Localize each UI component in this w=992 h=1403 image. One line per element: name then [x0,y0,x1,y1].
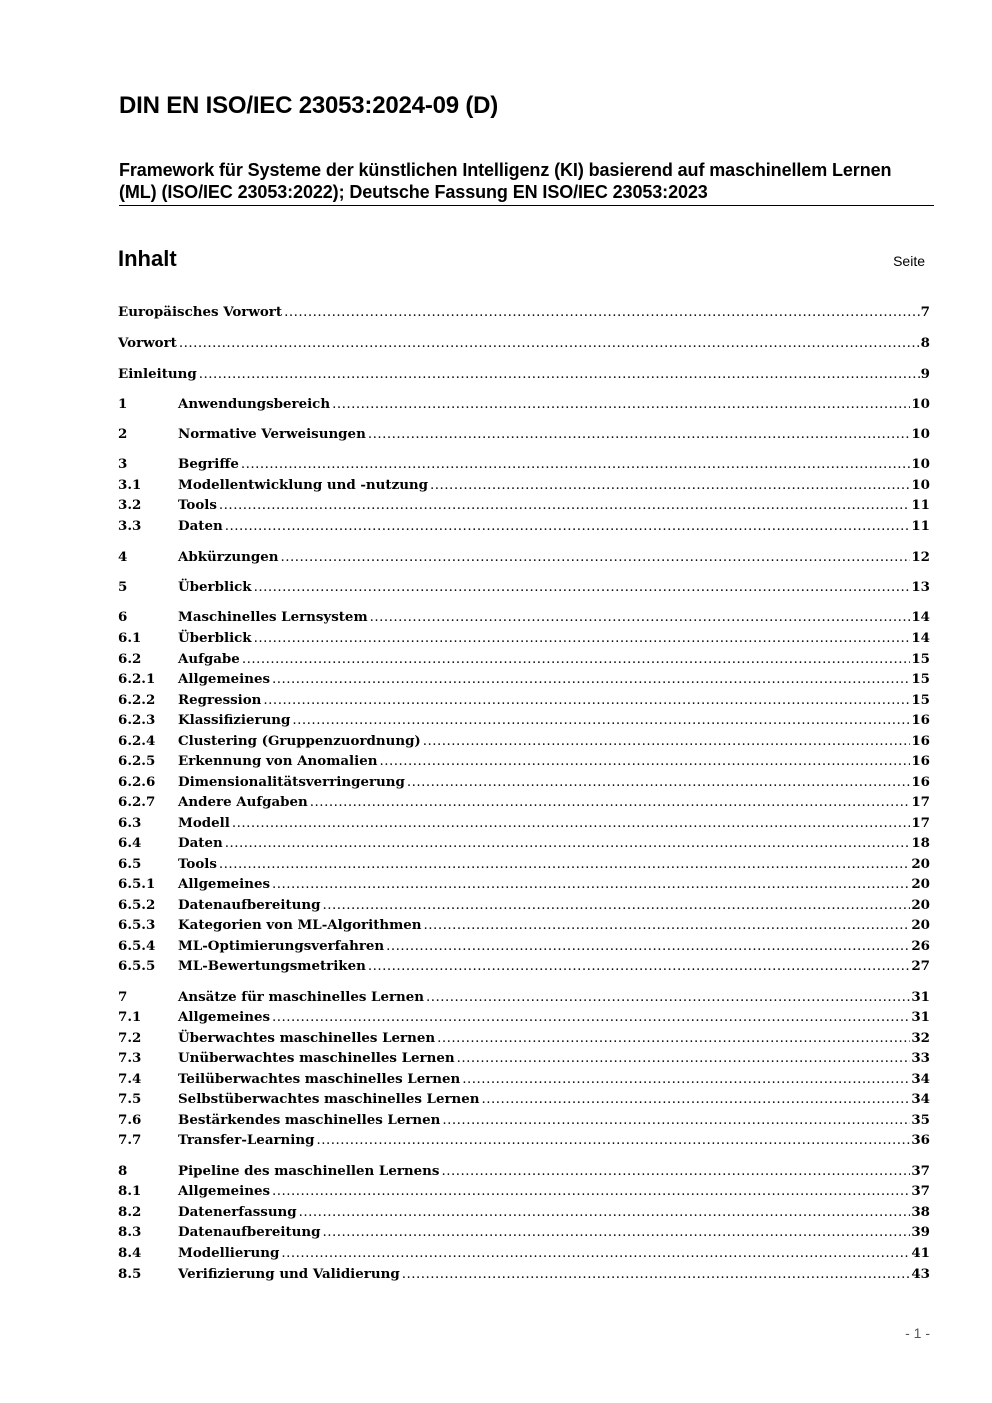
toc-entry-page: 17 [911,815,930,831]
toc-entry[interactable] [118,956,930,976]
toc-dot-leader [379,752,910,772]
toc-entry-number: 8 [118,1163,128,1179]
toc-entry[interactable] [118,333,930,353]
toc-entry[interactable] [118,1069,930,1089]
toc-entry-title: Andere Aufgaben [178,794,308,810]
toc-entry-page: 31 [911,1009,930,1025]
toc-entry-page: 9 [920,366,930,382]
toc-entry-page: 17 [911,794,930,810]
toc-entry-number: 6.5.2 [118,897,156,913]
toc-entry-page: 37 [911,1183,930,1199]
toc-entry-page: 20 [911,917,930,933]
toc-entry-number: 6.2.5 [118,753,156,769]
toc-dot-leader [219,855,910,875]
toc-entry-number: 7.5 [118,1091,142,1107]
toc-entry[interactable] [118,547,930,567]
toc-dot-leader [310,793,911,813]
toc-entry-title: Tools [178,497,217,513]
toc-dot-leader [368,425,911,445]
toc-entry[interactable] [118,772,930,792]
toc-entry[interactable] [118,1264,930,1284]
toc-entry-page: 16 [911,712,930,728]
toc-entry-number: 7.3 [118,1050,142,1066]
toc-dot-leader [254,578,911,598]
toc-dot-leader [430,476,910,496]
toc-entry-page: 32 [911,1030,930,1046]
toc-entry[interactable] [118,987,930,1007]
toc-entry[interactable] [118,1222,930,1242]
toc-entry[interactable] [118,1202,930,1222]
toc-entry-number: 6.4 [118,835,142,851]
toc-dot-leader [368,957,911,977]
toc-entry-number: 6.1 [118,630,142,646]
toc-dot-leader [424,916,911,936]
toc-entry-number: 3 [118,456,128,472]
toc-entry-number: 6.5 [118,856,142,872]
toc-entry-number: 3.1 [118,477,142,493]
toc-entry-page: 41 [911,1245,930,1261]
toc-dot-leader [219,496,910,516]
toc-entry-number: 6.2.7 [118,794,156,810]
toc-entry[interactable] [118,364,930,384]
toc-entry-page: 43 [911,1266,930,1282]
toc-dot-leader [442,1111,910,1131]
toc-entry-number: 7.7 [118,1132,142,1148]
toc-dot-leader [232,814,911,834]
toc-entry-page: 14 [911,609,930,625]
toc-entry-title: Begriffe [178,456,239,472]
toc-entry-page: 10 [911,426,930,442]
toc-entry[interactable] [118,424,930,444]
toc-entry-number: 6.2.2 [118,692,156,708]
toc-entry[interactable] [118,1007,930,1027]
toc-heading: Inhalt [118,246,177,271]
toc-entry-title: Datenerfassung [178,1204,297,1220]
toc-entry[interactable] [118,669,930,689]
toc-entry[interactable] [118,1048,930,1068]
toc-dot-leader [272,670,910,690]
toc-entry[interactable] [118,454,930,474]
toc-entry-title: ML-Optimierungsverfahren [178,938,385,954]
toc-entry-title: ML-Bewertungsmetriken [178,958,366,974]
toc-entry-title: Modellierung [178,1245,280,1261]
toc-entry-number: 7.6 [118,1112,142,1128]
toc-entry-page: 20 [911,897,930,913]
toc-entry-title: Klassifizierung [178,712,291,728]
toc-entry-title: Bestärkendes maschinelles Lernen [178,1112,441,1128]
toc-entry-title: Abkürzungen [178,549,279,565]
toc-entry-number: 3.3 [118,518,142,534]
toc-dot-leader [272,1182,910,1202]
toc-entry-title: Ansätze für maschinelles Lernen [178,989,425,1005]
toc-entry[interactable] [118,394,930,414]
toc-page-column-label: Seite [893,253,925,269]
toc-entry[interactable] [118,874,930,894]
toc-entry-number: 6.2 [118,651,142,667]
toc-entry-page: 15 [911,671,930,687]
toc-entry[interactable] [118,516,930,536]
toc-entry-number: 6.5.5 [118,958,156,974]
page-number: - 1 - [905,1325,930,1341]
toc-entry-page: 10 [911,396,930,412]
toc-entry-number: 6 [118,609,128,625]
toc-entry-number: 6.5.1 [118,876,156,892]
toc-entry-title: Verifizierung und Validierung [178,1266,400,1282]
toc-entry-page: 20 [911,856,930,872]
toc-dot-leader [426,988,910,1008]
toc-entry-number: 6.5.3 [118,917,156,933]
toc-entry-title: Allgemeines [178,1183,271,1199]
toc-entry-page: 18 [911,835,930,851]
toc-dot-leader [457,1049,911,1069]
toc-dot-leader [254,629,911,649]
toc-entry-page: 33 [911,1050,930,1066]
toc-entry-title: Selbstüberwachtes maschinelles Lernen [178,1091,480,1107]
toc-entry-number: 7 [118,989,128,1005]
toc-entry[interactable] [118,731,930,751]
toc-entry-number: 6.5.4 [118,938,156,954]
toc-entry[interactable] [118,649,930,669]
toc-entry[interactable] [118,813,930,833]
toc-entry-title: Modell [178,815,230,831]
toc-entry[interactable] [118,833,930,853]
toc-entry-title: Transfer-Learning [178,1132,315,1148]
toc-dot-leader [322,896,910,916]
toc-dot-leader [423,732,911,752]
toc-dot-leader [281,1244,910,1264]
toc-entry-page: 13 [911,579,930,595]
toc-entry-page: 31 [911,989,930,1005]
toc-entry-number: 7.4 [118,1071,142,1087]
toc-entry-page: 34 [911,1071,930,1087]
toc-entry-number: 8.3 [118,1224,142,1240]
toc-entry-title: Daten [178,835,223,851]
toc-entry-page: 38 [911,1204,930,1220]
toc-entry[interactable] [118,302,930,322]
toc-entry-title: Allgemeines [178,876,271,892]
toc-entry[interactable] [118,1161,930,1181]
toc-dot-leader [370,608,911,628]
toc-dot-leader [263,691,910,711]
toc-dot-leader [299,1203,911,1223]
toc-entry[interactable] [118,628,930,648]
toc-entry[interactable] [118,577,930,597]
toc-entry-number: 6.3 [118,815,142,831]
toc-entry-title: Datenaufbereitung [178,897,321,913]
toc-entry-number: 6.2.6 [118,774,156,790]
toc-dot-leader [225,834,911,854]
toc-entry[interactable] [118,475,930,495]
toc-dot-leader [272,875,910,895]
toc-entry-page: 14 [911,630,930,646]
toc-dot-leader [482,1090,911,1110]
toc-entry[interactable] [118,495,930,515]
toc-entry-page: 8 [920,335,930,351]
toc-dot-leader [402,1265,911,1285]
toc-entry[interactable] [118,1028,930,1048]
toc-entry-number: 7.2 [118,1030,142,1046]
toc-entry-page: 36 [911,1132,930,1148]
toc-entry-page: 16 [911,733,930,749]
toc-entry-title: Überblick [178,630,252,646]
toc-entry[interactable] [118,1243,930,1263]
toc-entry-title: Allgemeines [178,671,271,687]
toc-dot-leader [292,711,910,731]
toc-entry-number: 6.2.3 [118,712,156,728]
toc-entry-title: Europäisches Vorwort [118,304,283,320]
toc-entry[interactable] [118,854,930,874]
toc-entry-number: 5 [118,579,128,595]
toc-entry[interactable] [118,710,930,730]
toc-entry-title: Unüberwachtes maschinelles Lernen [178,1050,455,1066]
toc-entry-page: 37 [911,1163,930,1179]
toc-entry-number: 3.2 [118,497,142,513]
toc-dot-leader [199,365,920,385]
toc-entry[interactable] [118,1130,930,1150]
toc-entry-title: Clustering (Gruppenzuordnung) [178,733,421,749]
toc-entry-title: Kategorien von ML-Algorithmen [178,917,422,933]
toc-entry-title: Erkennung von Anomalien [178,753,378,769]
toc-entry-title: Allgemeines [178,1009,271,1025]
toc-entry[interactable] [118,895,930,915]
toc-entry-number: 4 [118,549,128,565]
toc-dot-leader [241,455,911,475]
toc-entry[interactable] [118,1110,930,1130]
toc-entry-title: Regression [178,692,262,708]
toc-entry-number: 1 [118,396,128,412]
toc-entry[interactable] [118,915,930,935]
toc-entry-title: Teilüberwachtes maschinelles Lernen [178,1071,461,1087]
toc-entry-number: 7.1 [118,1009,142,1025]
toc-entry-title: Einleitung [118,366,197,382]
toc-dot-leader [225,517,911,537]
toc-dot-leader [272,1008,910,1028]
toc-entry-title: Modellentwicklung und -nutzung [178,477,429,493]
toc-entry-title: Anwendungsbereich [178,396,331,412]
toc-dot-leader [322,1223,910,1243]
toc-entry-page: 26 [911,938,930,954]
toc-entry-page: 15 [911,692,930,708]
toc-dot-leader [437,1029,910,1049]
toc-entry-number: 2 [118,426,128,442]
toc-entry-title: Dimensionalitätsverringerung [178,774,405,790]
toc-dot-leader [242,650,911,670]
document-subtitle: Framework für Systeme der künstlichen Intelligenz (KI) basierend auf maschinellem Lernen (ML) (ISO/IEC 23053:2022); Deutsche Fassung EN ISO/IEC 23053:2023 [119,160,892,202]
toc-entry[interactable] [118,792,930,812]
toc-entry-title: Datenaufbereitung [178,1224,321,1240]
toc-entry-title: Daten [178,518,223,534]
toc-entry-page: 39 [911,1224,930,1240]
toc-dot-leader [407,773,911,793]
toc-entry-title: Vorwort [118,335,177,351]
title-divider [119,205,934,206]
toc-entry-title: Maschinelles Lernsystem [178,609,368,625]
toc-entry-page: 11 [911,497,930,513]
toc-entry-number: 8.4 [118,1245,142,1261]
toc-entry-number: 8.2 [118,1204,142,1220]
toc-entry-page: 15 [911,651,930,667]
toc-entry-page: 27 [911,958,930,974]
toc-entry[interactable] [118,751,930,771]
toc-entry-page: 16 [911,753,930,769]
toc-entry[interactable] [118,607,930,627]
toc-entry-page: 7 [920,304,930,320]
toc-dot-leader [462,1070,910,1090]
toc-dot-leader [316,1131,910,1151]
toc-dot-leader [441,1162,910,1182]
toc-entry-title: Tools [178,856,217,872]
toc-dot-leader [179,334,920,354]
toc-dot-leader [281,548,911,568]
toc-entry[interactable] [118,1089,930,1109]
toc-entry[interactable] [118,690,930,710]
toc-entry[interactable] [118,936,930,956]
toc-entry-title: Normative Verweisungen [178,426,366,442]
toc-entry-title: Überblick [178,579,252,595]
toc-entry-title: Aufgabe [178,651,240,667]
toc-entry-page: 16 [911,774,930,790]
toc-dot-leader [332,395,910,415]
toc-entry-title: Überwachtes maschinelles Lernen [178,1030,436,1046]
toc-entry-page: 20 [911,876,930,892]
toc-entry-page: 11 [911,518,930,534]
toc-entry-page: 12 [911,549,930,565]
toc-entry-number: 6.2.1 [118,671,156,687]
toc-dot-leader [386,937,910,957]
toc-entry-page: 10 [911,477,930,493]
toc-entry-number: 6.2.4 [118,733,156,749]
toc-entry-number: 8.5 [118,1266,142,1282]
toc-entry-title: Pipeline des maschinellen Lernens [178,1163,440,1179]
toc-entry-page: 35 [911,1112,930,1128]
document-title: DIN EN ISO/IEC 23053:2024-09 (D) [119,92,499,119]
toc-entry[interactable] [118,1181,930,1201]
toc-entry-page: 34 [911,1091,930,1107]
toc-entry-page: 10 [911,456,930,472]
toc-entry-number: 8.1 [118,1183,142,1199]
toc-dot-leader [284,303,920,323]
